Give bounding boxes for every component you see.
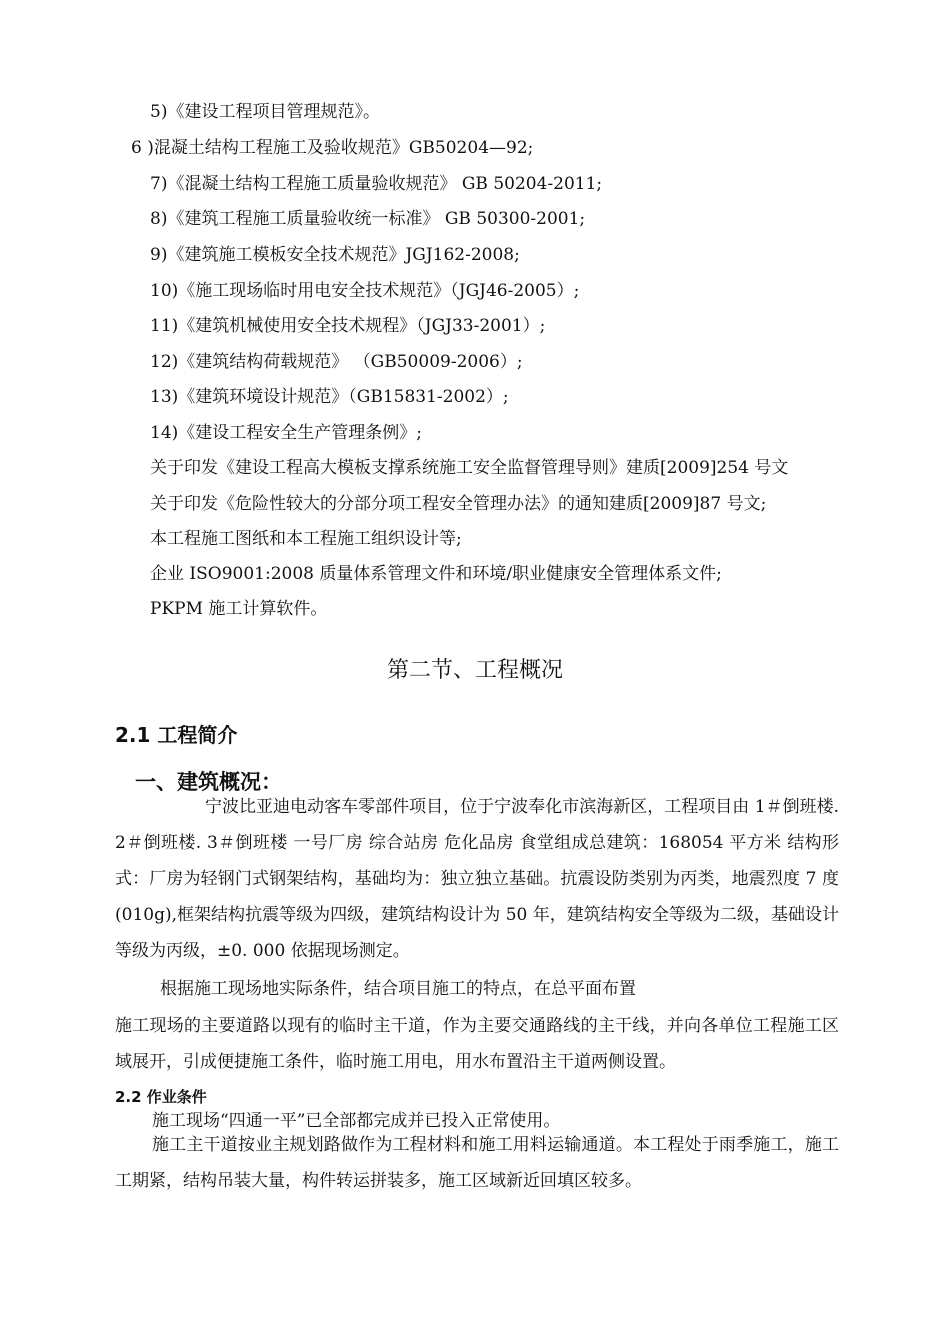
- reference-item: 本工程施工图纸和本工程施工组织设计等;: [150, 529, 462, 549]
- subsection-title: 2.1 工程简介: [115, 723, 238, 747]
- reference-item: 9)《建筑施工模板安全技术规范》JGJ162-2008;: [150, 245, 520, 265]
- reference-item: 关于印发《建设工程高大模板支撑系统施工安全监督管理导则》建质[2009]254 号文: [150, 458, 789, 478]
- reference-item: 11)《建筑机械使用安全技术规程》（JGJ33-2001）;: [150, 316, 546, 336]
- reference-item: 企业 ISO9001:2008 质量体系管理文件和环境/职业健康安全管理体系文件;: [150, 564, 722, 584]
- reference-item: 7)《混凝土结构工程施工质量验收规范》 GB 50204-2011;: [150, 174, 603, 194]
- layout-paragraph-lead: 根据施工现场地实际条件，结合项目施工的特点，在总平面布置: [160, 979, 636, 999]
- reference-item: 关于印发《危险性较大的分部分项工程安全管理办法》的通知建质[2009]87 号文;: [150, 494, 767, 514]
- subsection-title: 2.2 作业条件: [115, 1088, 207, 1106]
- condition-paragraph: 施工主干道按业主规划路做作为工程材料和施工用料运输通道。本工程处于雨季施工，施工工期紧，结构吊装大量，构件转运拼装多，施工区域新近回填区较多。: [115, 1135, 839, 1191]
- subsection-heading: 一、建筑概况：: [135, 770, 282, 794]
- reference-item: 10)《施工现场临时用电安全技术规范》（JGJ46-2005）;: [150, 281, 580, 301]
- reference-item: 14)《建设工程安全生产管理条例》;: [150, 423, 422, 443]
- reference-item: 8)《建筑工程施工质量验收统一标准》 GB 50300-2001;: [150, 209, 586, 229]
- reference-item: 12)《建筑结构荷载规范》 （GB50009-2006）;: [150, 352, 523, 372]
- reference-item: 6 )混凝土结构工程施工及验收规范》GB50204—92;: [131, 138, 534, 158]
- reference-item: PKPM 施工计算软件。: [150, 599, 328, 619]
- condition-line: 施工现场“四通一平”已全部都完成并已投入正常使用。: [152, 1111, 561, 1131]
- layout-paragraph: 施工现场的主要道路以现有的临时主干道，作为主要交通路线的主干线，并向各单位工程施工区域展开，引成便捷施工条件，临时施工用电，用水布置沿主干道两侧设置。: [115, 1016, 839, 1072]
- reference-item: 5)《建设工程项目管理规范》。: [150, 102, 380, 122]
- overview-paragraph: 宁波比亚迪电动客车零部件项目，位于宁波奉化市滨海新区，工程项目由 1＃倒班楼. 2＃倒班楼. 3＃倒班楼 一号厂房 综合站房 危化品房 食堂组成总建筑：168054 平方米 结构形式：厂房为轻钢门式钢架结构，基础均为：独立独立基础。抗震设防类别为丙类，地震烈度 7 度(010g),框架结构抗震等级为四级，建筑结构设计为 50 年，建筑结构安全等级为二级，基础设计等级为丙级，±0. 000 依据现场测定。: [115, 797, 839, 961]
- section-title: 第二节、工程概况: [386, 658, 563, 683]
- reference-item: 13)《建筑环境设计规范》（GB15831-2002）;: [150, 387, 509, 407]
